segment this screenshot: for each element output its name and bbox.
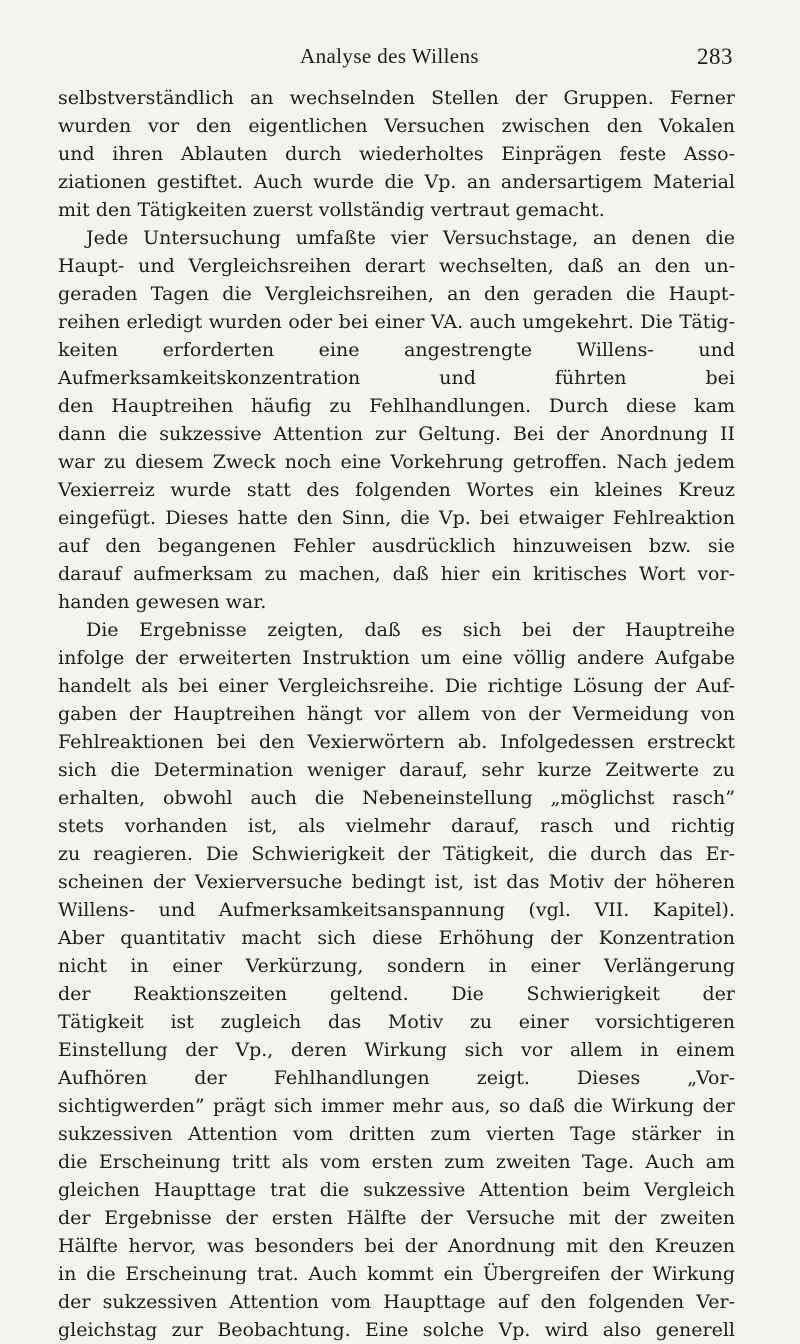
text-line: Haupt- und Vergleichsreihen derart wechselten, daß an den un-	[58, 255, 735, 277]
text-line: selbstverständlich an wechselnden Stellen der Gruppen. Ferner	[58, 87, 735, 109]
text-line: handen gewesen war.	[58, 591, 267, 613]
text-line: die Erscheinung tritt als vom ersten zum zweiten Tage. Auch am	[58, 1151, 735, 1173]
text-line: gleichstag zur Beobachtung. Eine solche Vp. wird also generell	[58, 1319, 735, 1341]
text-line: gaben der Hauptreihen hängt vor allem von der Vermeidung von	[58, 703, 735, 725]
text-line: den Hauptreihen häufig zu Fehlhandlungen. Durch diese kam	[58, 395, 735, 417]
text-line: Vexierreiz wurde statt des folgenden Wortes ein kleines Kreuz	[58, 479, 735, 501]
body-text	[58, 84, 735, 1344]
text-line: sich die Determination weniger darauf, sehr kurze Zeitwerte zu	[58, 759, 735, 781]
text-line: Jede Untersuchung umfaßte vier Versuchstage, an denen die	[86, 227, 735, 249]
text-line: Einstellung der Vp., deren Wirkung sich vor allem in einem	[58, 1039, 735, 1061]
text-line: ziationen gestiftet. Auch wurde die Vp. an andersartigem Material	[58, 171, 735, 193]
text-line: Willens- und Aufmerksamkeitsanspannung (vgl. VII. Kapitel).	[58, 899, 735, 921]
text-line: sichtigwerden” prägt sich immer mehr aus, so daß die Wirkung der	[58, 1095, 735, 1117]
text-line: Aufmerksamkeitskonzentration und führten bei	[58, 367, 735, 389]
text-line: der Ergebnisse der ersten Hälfte der Versuche mit der zweiten	[58, 1207, 735, 1229]
running-title: Analyse des Willens	[300, 44, 480, 68]
text-line: auf den begangenen Fehler ausdrücklich hinzuweisen bzw. sie	[58, 535, 735, 557]
text-line: eingefügt. Dieses hatte den Sinn, die Vp. bei etwaiger Fehlreaktion	[58, 507, 735, 529]
text-line: der Reaktionszeiten geltend. Die Schwierigkeit der	[58, 983, 735, 1005]
text-line: erhalten, obwohl auch die Nebeneinstellung „möglichst rasch”	[58, 787, 735, 809]
text-line: und ihren Ablauten durch wiederholtes Einprägen feste Asso-	[58, 143, 735, 165]
text-line: Tätigkeit ist zugleich das Motiv zu einer vorsichtigeren	[58, 1011, 735, 1033]
text-line: darauf aufmerksam zu machen, daß hier ein kritisches Wort vor-	[58, 563, 735, 585]
text-line: Die Ergebnisse zeigten, daß es sich bei der Hauptreihe	[86, 619, 735, 641]
text-line: keiten erforderten eine angestrengte Willens- und	[58, 339, 735, 361]
text-line: nicht in einer Verkürzung, sondern in einer Verlängerung	[58, 955, 735, 977]
text-line: infolge der erweiterten Instruktion um eine völlig andere Aufgabe	[58, 647, 735, 669]
text-line: scheinen der Vexierversuche bedingt ist, ist das Motiv der höheren	[58, 871, 735, 893]
text-line: in die Erscheinung trat. Auch kommt ein Übergreifen der Wirkung	[58, 1263, 735, 1285]
text-line: mit den Tätigkeiten zuerst vollständig vertraut gemacht.	[58, 199, 605, 221]
page-header	[0, 36, 800, 76]
text-line: sukzessiven Attention vom dritten zum vierten Tage stärker in	[58, 1123, 735, 1145]
text-line: dann die sukzessive Attention zur Geltung. Bei der Anordnung II	[58, 423, 735, 445]
text-line: reihen erledigt wurden oder bei einer VA. auch umgekehrt. Die Tätig-	[58, 311, 735, 333]
text-line: handelt als bei einer Vergleichsreihe. Die richtige Lösung der Auf-	[58, 675, 735, 697]
text-line: zu reagieren. Die Schwierigkeit der Tätigkeit, die durch das Er-	[58, 843, 735, 865]
text-line: Fehlreaktionen bei den Vexierwörtern ab. Infolgedessen erstreckt	[58, 731, 735, 753]
text-line: Aufhören der Fehlhandlungen zeigt. Dieses „Vor-	[58, 1067, 735, 1089]
text-line: Hälfte hervor, was besonders bei der Anordnung mit den Kreuzen	[58, 1235, 735, 1257]
text-line: stets vorhanden ist, als vielmehr darauf, rasch und richtig	[58, 815, 735, 837]
text-line: wurden vor den eigentlichen Versuchen zwischen den Vokalen	[58, 115, 735, 137]
text-line: der sukzessiven Attention vom Haupttage auf den folgenden Ver-	[58, 1291, 735, 1313]
text-line: Aber quantitativ macht sich diese Erhöhung der Konzentration	[58, 927, 735, 949]
page-number: 283	[697, 44, 733, 69]
text-line: gleichen Haupttage trat die sukzessive Attention beim Vergleich	[58, 1179, 735, 1201]
text-line: geraden Tagen die Vergleichsreihen, an den geraden die Haupt-	[58, 283, 735, 305]
text-line: war zu diesem Zweck noch eine Vorkehrung getroffen. Nach jedem	[58, 451, 735, 473]
